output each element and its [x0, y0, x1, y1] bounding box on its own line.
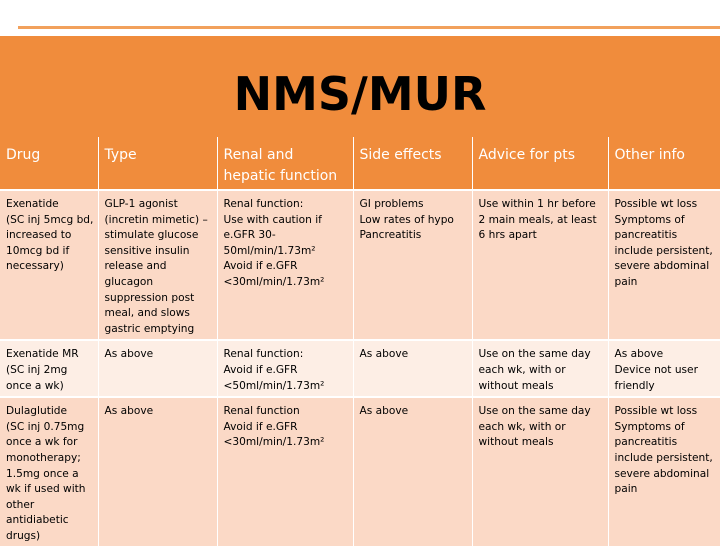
table-header-row: [0, 137, 720, 190]
cell-advice: Use on the same day each wk, with or without meals: [472, 397, 608, 547]
table-row: [0, 340, 720, 397]
cell-renal: Renal function: Use with caution if e.GFR 30-50ml/min/1.73m² Avoid if e.GFR <30ml/min/1.73m²: [217, 190, 353, 340]
header-type: Type: [98, 137, 217, 190]
cell-side-effects: As above: [353, 397, 472, 547]
cell-other-info: Possible wt loss Symptoms of pancreatitis include persistent, severe abdominal pain: [608, 190, 720, 340]
cell-drug: Dulaglutide (SC inj 0.75mg once a wk for monotherapy; 1.5mg once a wk if used with other antidiabetic drugs): [0, 397, 98, 547]
cell-side-effects: GI problems Low rates of hypo Pancreatitis: [353, 190, 472, 340]
header-side-effects: Side effects: [353, 137, 472, 190]
cell-drug: Exenatide (SC inj 5mcg bd, increased to 10mcg bd if necessary): [0, 190, 98, 340]
table-row: [0, 397, 720, 547]
drug-table: [0, 137, 720, 548]
cell-advice: Use on the same day each wk, with or without meals: [472, 340, 608, 397]
header-drug: Drug: [0, 137, 98, 190]
top-accent-line: [18, 26, 720, 29]
cell-other-info: Possible wt loss Symptoms of pancreatitis include persistent, severe abdominal pain: [608, 397, 720, 547]
cell-other-info: As above Device not user friendly: [608, 340, 720, 397]
cell-type: GLP-1 agonist (incretin mimetic) – stimulate glucose sensitive insulin release and glucagon suppression post meal, and slows gastric emptying: [98, 190, 217, 340]
cell-side-effects: As above: [353, 340, 472, 397]
cell-type: As above: [98, 340, 217, 397]
cell-renal: Renal function Avoid if e.GFR <30ml/min/1.73m²: [217, 397, 353, 547]
header-other-info: Other info: [608, 137, 720, 190]
cell-drug: Exenatide MR (SC inj 2mg once a wk): [0, 340, 98, 397]
cell-renal: Renal function: Avoid if e.GFR <50ml/min/1.73m²: [217, 340, 353, 397]
header-renal-hepatic: Renal and hepatic function: [217, 137, 353, 190]
cell-type: As above: [98, 397, 217, 547]
table-row: [0, 190, 720, 340]
header-advice: Advice for pts: [472, 137, 608, 190]
cell-advice: Use within 1 hr before 2 main meals, at least 6 hrs apart: [472, 190, 608, 340]
slide-title: NMS/MUR: [233, 67, 487, 121]
